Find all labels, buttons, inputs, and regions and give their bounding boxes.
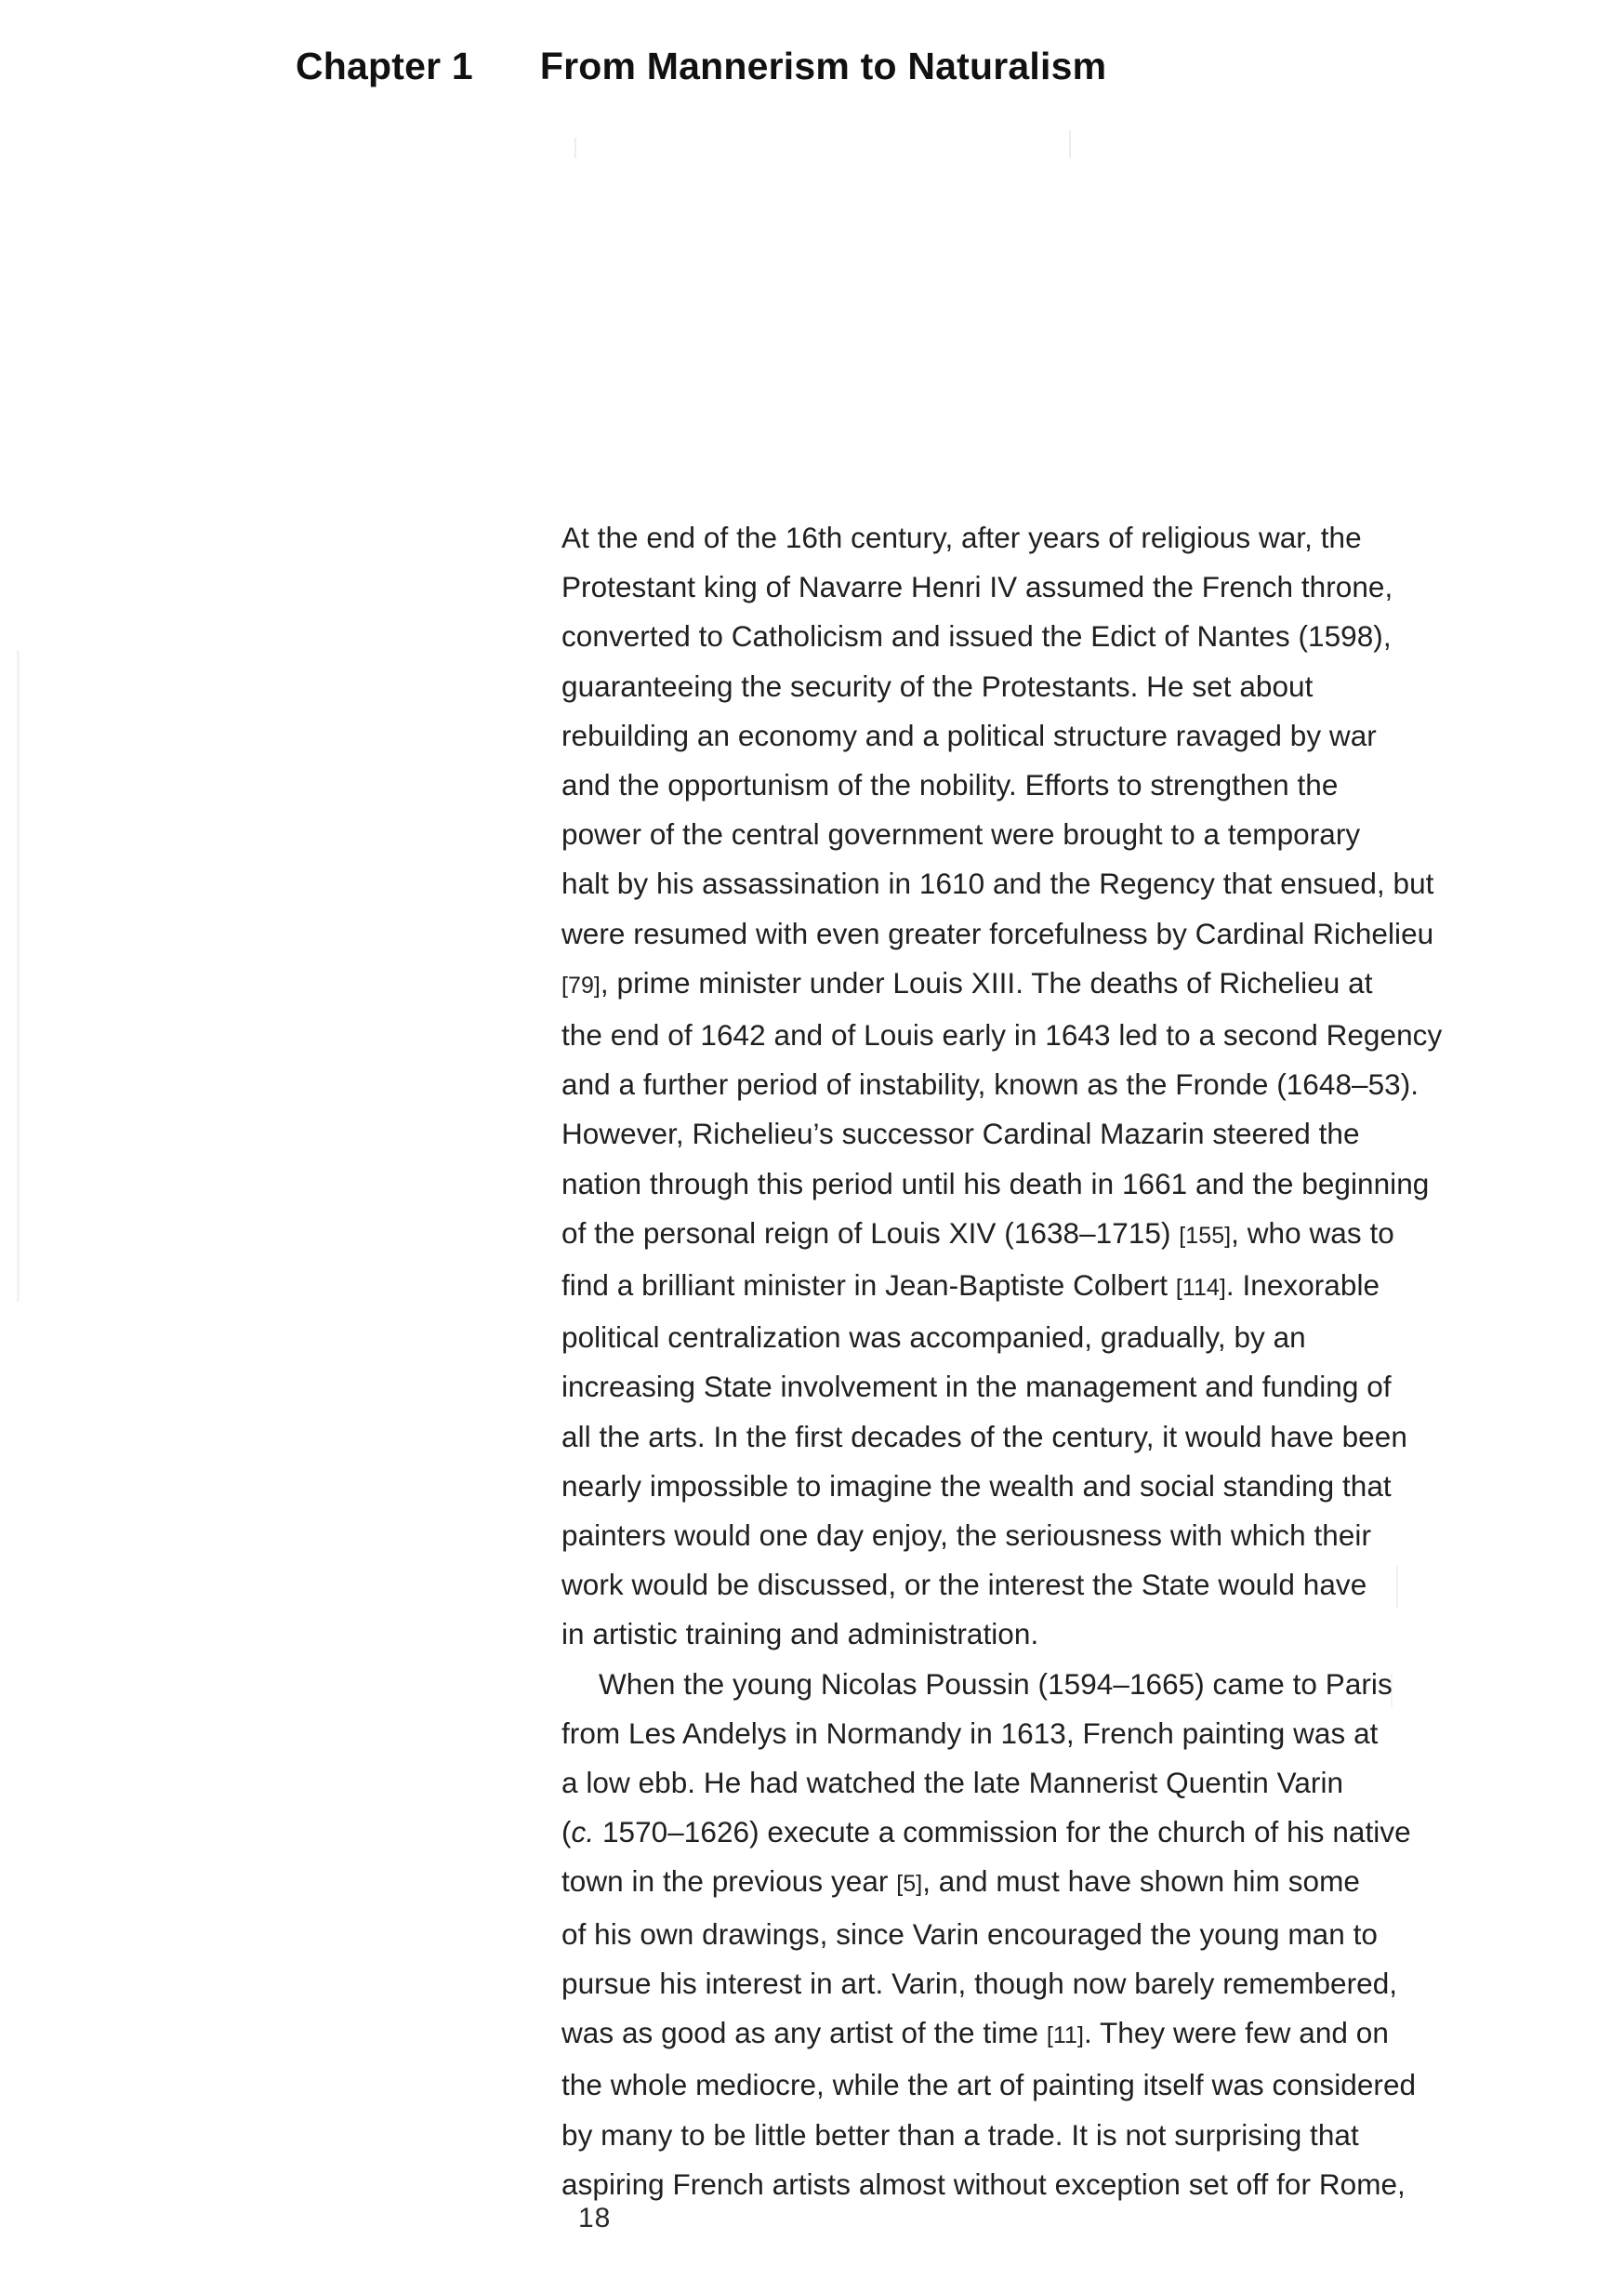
reference-number: [79] bbox=[561, 972, 601, 999]
reference-number: [114] bbox=[1175, 1275, 1226, 1302]
text-line: political centralization was accompanied, gradually, by an bbox=[561, 1320, 1306, 1355]
reference-number: [5] bbox=[896, 1871, 923, 1898]
text-line: by many to be little better than a trade. It is not surprising that bbox=[561, 2117, 1359, 2152]
text-line: were resumed with even greater forcefulness by Cardinal Richelieu bbox=[561, 916, 1434, 950]
text-line: However, Richelieu’s successor Cardinal Mazarin steered the bbox=[561, 1117, 1360, 1151]
paragraph bbox=[561, 1660, 1547, 2209]
scan-artifact bbox=[1069, 130, 1071, 158]
circa-abbreviation: c. bbox=[571, 1815, 595, 1849]
text-line: of the personal reign of Louis XIV (1638–1715) [155], who was to bbox=[561, 1215, 1394, 1250]
text-line: the whole mediocre, while the art of painting itself was considered bbox=[561, 2068, 1417, 2102]
text-line: the end of 1642 and of Louis early in 1643 led to a second Regency bbox=[561, 1018, 1443, 1053]
text-line: (c. 1570–1626) execute a commission for the church of his native bbox=[561, 1815, 1411, 1849]
chapter-number-label: Chapter 1 bbox=[296, 45, 473, 87]
text-line: increasing State involvement in the management and funding of bbox=[561, 1370, 1392, 1404]
text-line: nation through this period until his death in 1661 and the beginning bbox=[561, 1166, 1430, 1200]
text-line: guaranteeing the security of the Protestants. He set about bbox=[561, 669, 1314, 703]
text-line: work would be discussed, or the interest the State would have bbox=[561, 1568, 1367, 1602]
paragraph bbox=[561, 513, 1547, 1660]
reference-number: [155] bbox=[1179, 1222, 1232, 1249]
text-line: [79], prime minister under Louis XIII. The deaths of Richelieu at bbox=[561, 965, 1373, 1000]
text-line: pursue his interest in art. Varin, though now barely remembered, bbox=[561, 1966, 1398, 2000]
body-text-column bbox=[561, 513, 1547, 2209]
text-line: a low ebb. He had watched the late Mannerist Quentin Varin bbox=[561, 1766, 1344, 1800]
text-line: When the young Nicolas Poussin (1594–1665) came to Paris bbox=[599, 1666, 1393, 1701]
scan-artifact bbox=[574, 138, 576, 158]
text-line: find a brilliant minister in Jean-Baptiste Colbert [114]. Inexorable bbox=[561, 1268, 1380, 1303]
chapter-heading bbox=[296, 45, 1106, 88]
text-line: At the end of the 16th century, after years of religious war, the bbox=[561, 521, 1362, 554]
text-line: halt by his assassination in 1610 and the Regency that ensued, but bbox=[561, 867, 1434, 901]
text-line: of his own drawings, since Varin encouraged the young man to bbox=[561, 1916, 1378, 1951]
text-line: converted to Catholicism and issued the Edict of Nantes (1598), bbox=[561, 619, 1392, 654]
text-line: all the arts. In the first decades of the century, it would have been bbox=[561, 1419, 1407, 1453]
page-number: 18 bbox=[578, 2203, 612, 2233]
text-line: nearly impossible to imagine the wealth and social standing that bbox=[561, 1468, 1392, 1503]
text-line: town in the previous year [5], and must have shown him some bbox=[561, 1864, 1360, 1899]
text-line: Protestant king of Navarre Henri IV assumed the French throne, bbox=[561, 570, 1393, 604]
text-line: aspiring French artists almost without exception set off for Rome, bbox=[561, 2166, 1406, 2201]
text-line: and a further period of instability, known as the Fronde (1648–53). bbox=[561, 1067, 1419, 1102]
text-line: from Les Andelys in Normandy in 1613, French painting was at bbox=[561, 1716, 1379, 1750]
text-line: in artistic training and administration. bbox=[561, 1617, 1039, 1651]
text-line: painters would one day enjoy, the seriousness with which their bbox=[561, 1518, 1371, 1553]
text-line: and the opportunism of the nobility. Efforts to strengthen the bbox=[561, 768, 1339, 802]
scan-artifact bbox=[17, 651, 20, 1302]
reference-number: [11] bbox=[1046, 2022, 1084, 2049]
text-line: power of the central government were brought to a temporary bbox=[561, 817, 1361, 852]
text-line: was as good as any artist of the time [11]. They were few and on bbox=[561, 2016, 1389, 2050]
page-title: From Mannerism to Naturalism bbox=[539, 45, 1107, 87]
text-line: rebuilding an economy and a political structure ravaged by war bbox=[561, 718, 1377, 752]
